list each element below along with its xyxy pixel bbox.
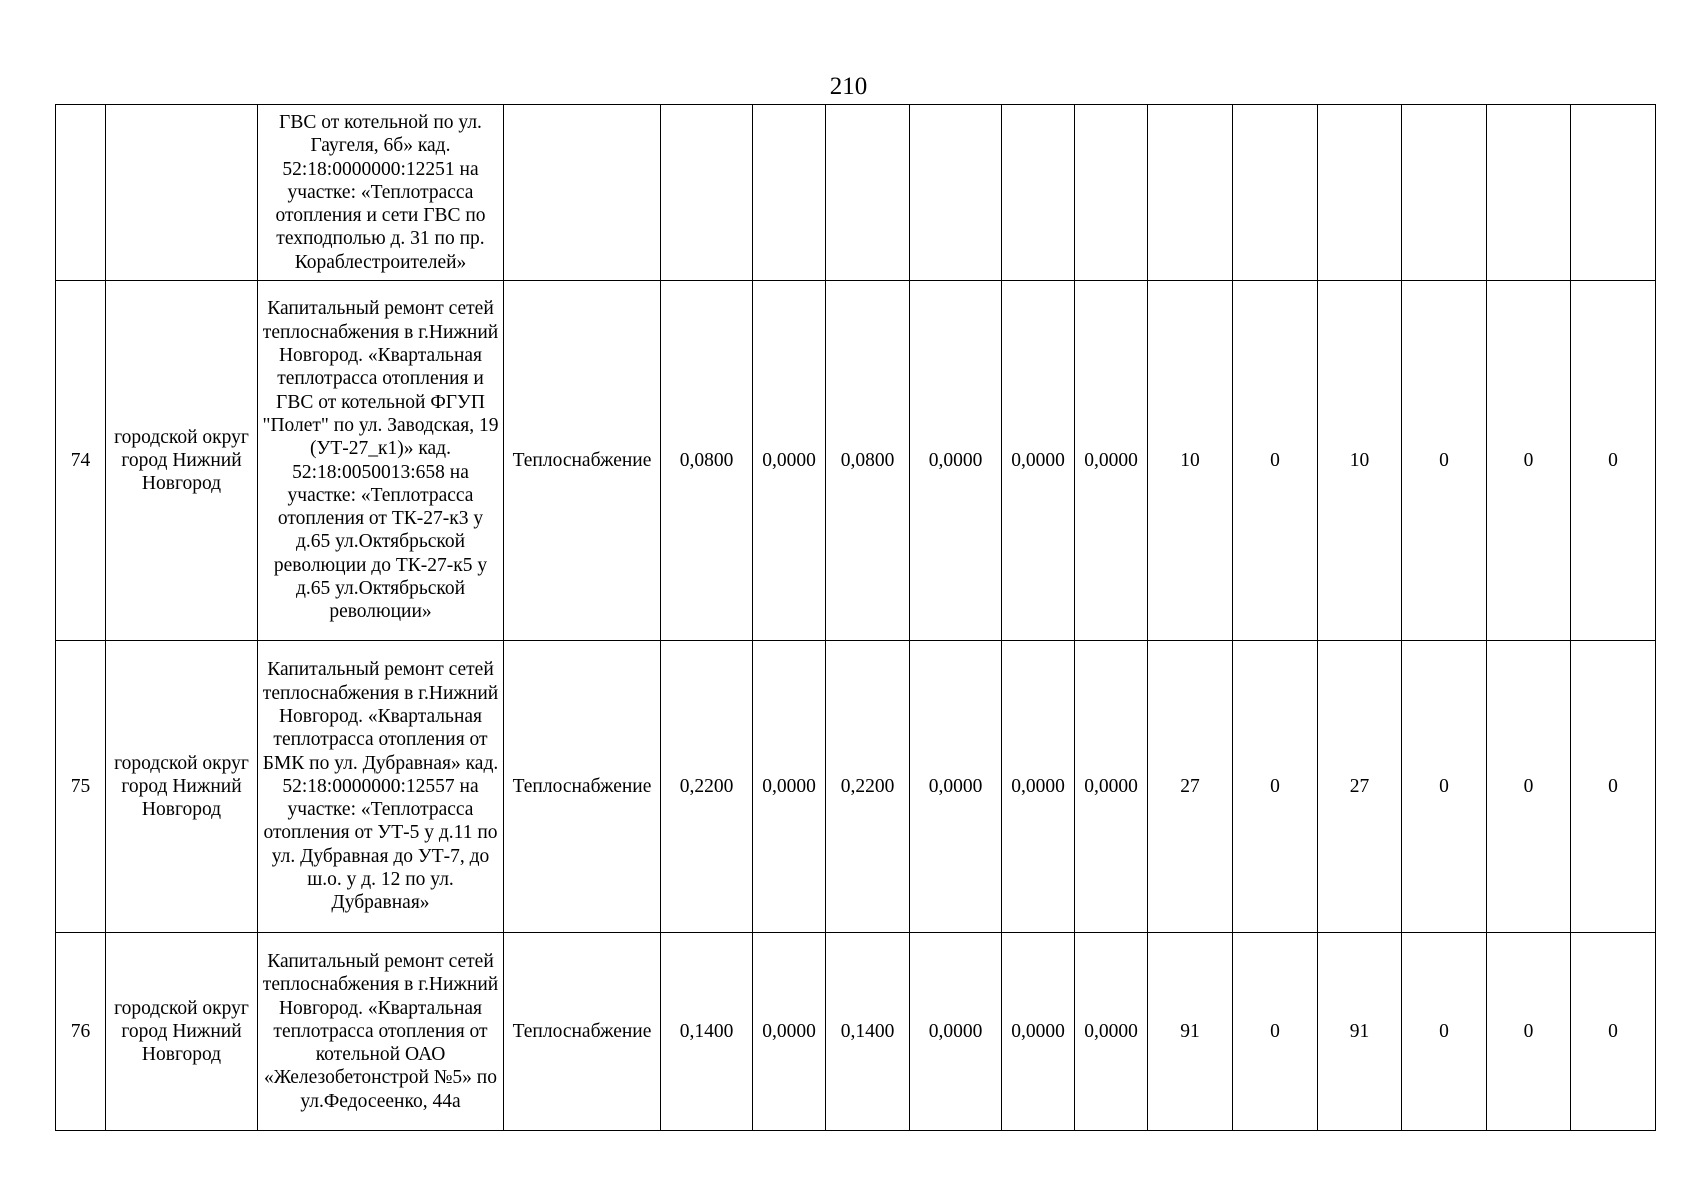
value-cell-5: 0,0000 bbox=[1002, 281, 1075, 641]
value-cell-6: 0,0000 bbox=[1075, 281, 1148, 641]
value-cell-12: 0 bbox=[1571, 641, 1656, 933]
value-cell-12: 0 bbox=[1571, 933, 1656, 1131]
row-number-cell: 74 bbox=[56, 281, 106, 641]
description-cell: Капитальный ремонт сетей теплоснабжения в г.Нижний Новгород. «Квартальная теплотрасса отопления и ГВС от котельной ФГУП "Полет" по ул. Заводская, 19 (УТ-27_к1)» кад. 52:18:0050013:658 на участке: «Теплотрасса отопления от ТК-27-к3 у д.65 ул.Октябрьской революции до ТК-27-к5 у д.65 ул.Октябрьской революции» bbox=[258, 281, 504, 641]
value-cell-8: 0 bbox=[1233, 933, 1318, 1131]
value-cell-6 bbox=[1075, 105, 1148, 281]
value-cell-10 bbox=[1402, 105, 1487, 281]
page-number: 210 bbox=[829, 73, 868, 100]
value-cell-7 bbox=[1148, 105, 1233, 281]
table-row bbox=[56, 281, 1656, 641]
value-cell-11: 0 bbox=[1487, 281, 1571, 641]
value-cell-10: 0 bbox=[1402, 933, 1487, 1131]
value-cell-8: 0 bbox=[1233, 281, 1318, 641]
value-cell-4 bbox=[910, 105, 1002, 281]
value-cell-7: 91 bbox=[1148, 933, 1233, 1131]
value-cell-12 bbox=[1571, 105, 1656, 281]
value-cell-8 bbox=[1233, 105, 1318, 281]
value-cell-9 bbox=[1318, 105, 1402, 281]
value-cell-8: 0 bbox=[1233, 641, 1318, 933]
value-cell-4: 0,0000 bbox=[910, 641, 1002, 933]
municipality-cell: городской округ город Нижний Новгород bbox=[106, 933, 258, 1131]
value-cell-1: 0,2200 bbox=[661, 641, 753, 933]
value-cell-9: 10 bbox=[1318, 281, 1402, 641]
value-cell-10: 0 bbox=[1402, 281, 1487, 641]
value-cell-3: 0,0800 bbox=[826, 281, 910, 641]
value-cell-7: 27 bbox=[1148, 641, 1233, 933]
type-cell bbox=[504, 105, 661, 281]
value-cell-11: 0 bbox=[1487, 641, 1571, 933]
type-cell: Теплоснабжение bbox=[504, 933, 661, 1131]
value-cell-3: 0,2200 bbox=[826, 641, 910, 933]
value-cell-4: 0,0000 bbox=[910, 933, 1002, 1131]
municipality-cell bbox=[106, 105, 258, 281]
description-cell: ГВС от котельной по ул. Гаугеля, 6б» кад. 52:18:0000000:12251 на участке: «Теплотрасса отопления и сети ГВС по техподполью д. 31 по пр. Кораблестроителей» bbox=[258, 105, 504, 281]
row-number-cell: 76 bbox=[56, 933, 106, 1131]
value-cell-11 bbox=[1487, 105, 1571, 281]
value-cell-2: 0,0000 bbox=[753, 641, 826, 933]
type-cell: Теплоснабжение bbox=[504, 641, 661, 933]
type-cell: Теплоснабжение bbox=[504, 281, 661, 641]
value-cell-9: 27 bbox=[1318, 641, 1402, 933]
table-row bbox=[56, 933, 1656, 1131]
value-cell-10: 0 bbox=[1402, 641, 1487, 933]
value-cell-5 bbox=[1002, 105, 1075, 281]
value-cell-4: 0,0000 bbox=[910, 281, 1002, 641]
value-cell-2: 0,0000 bbox=[753, 933, 826, 1131]
value-cell-7: 10 bbox=[1148, 281, 1233, 641]
description-cell: Капитальный ремонт сетей теплоснабжения в г.Нижний Новгород. «Квартальная теплотрасса отопления от котельной ОАО «Железобетонстрой №5» по ул.Федосеенко, 44а bbox=[258, 933, 504, 1131]
value-cell-6: 0,0000 bbox=[1075, 641, 1148, 933]
project-table bbox=[55, 104, 1656, 1131]
municipality-cell: городской округ город Нижний Новгород bbox=[106, 641, 258, 933]
value-cell-5: 0,0000 bbox=[1002, 933, 1075, 1131]
value-cell-5: 0,0000 bbox=[1002, 641, 1075, 933]
description-cell: Капитальный ремонт сетей теплоснабжения в г.Нижний Новгород. «Квартальная теплотрасса отопления от БМК по ул. Дубравная» кад. 52:18:0000000:12557 на участке: «Теплотрасса отопления от УТ-5 у д.11 по ул. Дубравная до УТ-7, до ш.о. у д. 12 по ул. Дубравная» bbox=[258, 641, 504, 933]
value-cell-3: 0,1400 bbox=[826, 933, 910, 1131]
row-number-cell: 75 bbox=[56, 641, 106, 933]
value-cell-1 bbox=[661, 105, 753, 281]
value-cell-6: 0,0000 bbox=[1075, 933, 1148, 1131]
value-cell-2 bbox=[753, 105, 826, 281]
value-cell-1: 0,0800 bbox=[661, 281, 753, 641]
table-row bbox=[56, 105, 1656, 281]
municipality-cell: городской округ город Нижний Новгород bbox=[106, 281, 258, 641]
row-number-cell bbox=[56, 105, 106, 281]
value-cell-2: 0,0000 bbox=[753, 281, 826, 641]
value-cell-3 bbox=[826, 105, 910, 281]
value-cell-12: 0 bbox=[1571, 281, 1656, 641]
value-cell-11: 0 bbox=[1487, 933, 1571, 1131]
value-cell-9: 91 bbox=[1318, 933, 1402, 1131]
table-row bbox=[56, 641, 1656, 933]
value-cell-1: 0,1400 bbox=[661, 933, 753, 1131]
